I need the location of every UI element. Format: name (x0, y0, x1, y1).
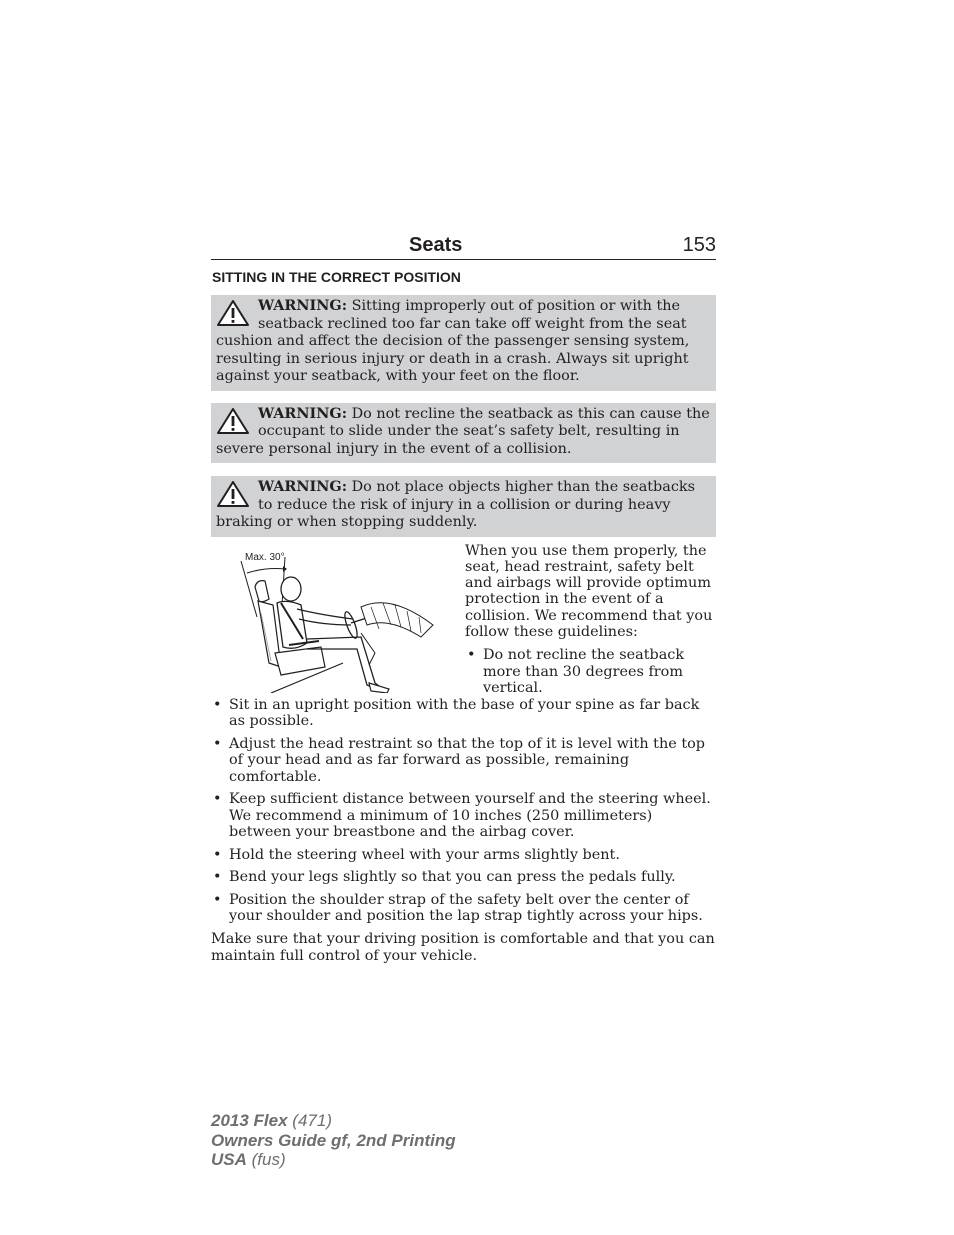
footer-line-model (211, 1111, 456, 1131)
footer-market: USA (211, 1150, 247, 1169)
list-item: • Bend your legs slightly so that you can press the pedals fully. (211, 869, 716, 886)
footer-line-market (211, 1150, 456, 1170)
list-item: • Do not recline the seatback more than 30 degrees from vertical. (465, 647, 716, 697)
page-number: 153 (682, 234, 716, 256)
footer-market-code: (fus) (251, 1150, 286, 1169)
footer-guide: Owners Guide gf, 2nd Printing (211, 1130, 456, 1150)
seating-position-illustration (211, 543, 443, 693)
warning-triangle-icon (216, 299, 250, 327)
side-bullet-list (465, 647, 716, 697)
warning-label: WARNING: (258, 404, 348, 422)
warning-triangle-icon (216, 407, 250, 435)
warning-triangle-icon (216, 480, 250, 508)
guideline-bullet-list (211, 697, 716, 925)
warning-box-3 (211, 476, 716, 537)
list-item: • Adjust the head restraint so that the top of it is level with the top of your head and as far forward as possible, remaining comfortable. (211, 736, 716, 786)
manual-page (211, 228, 716, 965)
warning-box-1 (211, 295, 716, 391)
seated-driver-drawing (211, 543, 443, 693)
closing-paragraph: Make sure that your driving position is comfortable and that you can maintain full control of your vehicle. (211, 930, 715, 964)
list-item: • Sit in an upright position with the base of your spine as far back as possible. (211, 697, 716, 730)
list-item: • Hold the steering wheel with your arms slightly bent. (211, 847, 716, 864)
warning-text: Do not recline the seatback as this can cause the occupant to slide under the seat’s safety belt, resulting in severe personal injury in the event of a collision. (216, 405, 710, 457)
warning-label: WARNING: (258, 297, 348, 314)
figure-and-intro (211, 543, 716, 697)
page-footer (211, 1111, 456, 1170)
list-item: • Position the shoulder strap of the safety belt over the center of your shoulder and position the lap strap tightly across your hips. (211, 892, 716, 925)
warning-label: WARNING: (258, 478, 348, 495)
page-header (211, 228, 716, 260)
list-item: • Keep sufficient distance between yourself and the steering wheel. We recommend a minimum of 10 inches (250 millimeters) between your breastbone and the airbag cover. (211, 791, 716, 841)
warning-text: Sitting improperly out of position or with the seatback reclined too far can take off weight from the seat cushion and affect the decision of the passenger sensing system, resulting in serious injury or death in a crash. Always sit upright against your seatback, with your feet on the floor. (216, 298, 690, 384)
intro-paragraph: When you use them properly, the seat, head restraint, safety belt and airbags will provide optimum protection in the event of a collision. We recommend that you follow these guidelines: (465, 542, 713, 640)
warning-text: Do not place objects higher than the seatbacks to reduce the risk of injury in a collision or during heavy braking or when stopping suddenly. (216, 479, 696, 530)
footer-line-guide (211, 1131, 456, 1151)
footer-model: 2013 Flex (211, 1111, 288, 1130)
max-angle-label: Max. 30° (245, 551, 285, 563)
chapter-title: Seats (409, 234, 463, 256)
section-title: SITTING IN THE CORRECT POSITION (212, 269, 461, 285)
footer-model-code: (471) (292, 1111, 332, 1130)
intro-column (465, 543, 716, 697)
warning-box-2 (211, 403, 716, 464)
